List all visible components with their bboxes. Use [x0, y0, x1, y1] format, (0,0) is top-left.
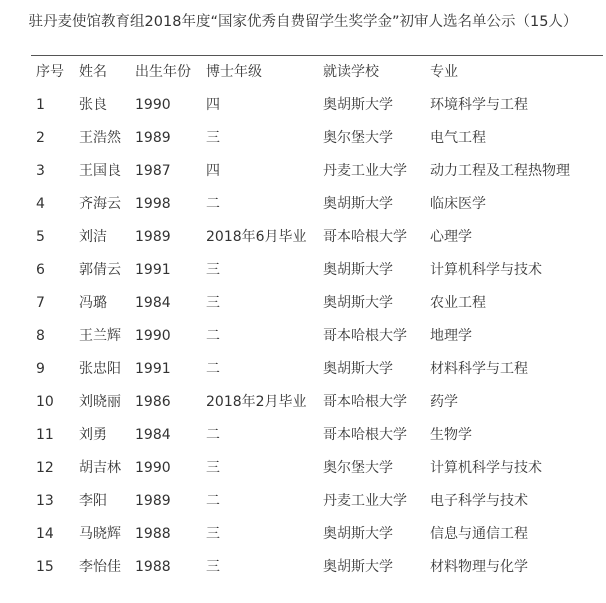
cell-school: 奥尔堡大学	[323, 460, 393, 476]
cell-phd-year: 二	[206, 493, 220, 509]
cell-birth-year: 1998	[135, 196, 171, 212]
table-row	[0, 424, 606, 446]
cell-phd-year: 三	[206, 262, 220, 278]
cell-birth-year: 1989	[135, 130, 171, 146]
cell-major: 生物学	[430, 427, 472, 443]
cell-name: 郭倩云	[79, 262, 121, 278]
table-row	[0, 325, 606, 347]
cell-major: 农业工程	[430, 295, 486, 311]
header-major: 专业	[430, 64, 458, 80]
cell-school: 奥胡斯大学	[323, 526, 393, 542]
header-birth-year: 出生年份	[135, 64, 191, 80]
cell-name: 胡吉林	[79, 460, 121, 476]
cell-major: 电子科学与技术	[430, 493, 528, 509]
cell-major: 动力工程及工程热物理	[430, 163, 570, 179]
header-serial-number: 序号	[36, 64, 64, 80]
cell-school: 奥胡斯大学	[323, 559, 393, 575]
table-row	[0, 391, 606, 413]
cell-major: 材料物理与化学	[430, 559, 528, 575]
cell-serial-number: 8	[36, 328, 45, 344]
cell-birth-year: 1986	[135, 394, 171, 410]
table-header-row	[0, 61, 606, 83]
table-row	[0, 226, 606, 248]
cell-birth-year: 1990	[135, 328, 171, 344]
cell-major: 心理学	[430, 229, 472, 245]
header-phd-year: 博士年级	[206, 64, 262, 80]
table-row	[0, 490, 606, 512]
cell-phd-year: 二	[206, 196, 220, 212]
cell-school: 奥胡斯大学	[323, 262, 393, 278]
table-row	[0, 556, 606, 578]
cell-major: 电气工程	[430, 130, 486, 146]
cell-serial-number: 12	[36, 460, 54, 476]
cell-serial-number: 4	[36, 196, 45, 212]
cell-major: 计算机科学与技术	[430, 262, 542, 278]
cell-major: 材料科学与工程	[430, 361, 528, 377]
cell-phd-year: 2018年6月毕业	[206, 229, 307, 245]
cell-major: 信息与通信工程	[430, 526, 528, 542]
cell-phd-year: 二	[206, 361, 220, 377]
cell-phd-year: 三	[206, 130, 220, 146]
cell-school: 奥胡斯大学	[323, 361, 393, 377]
cell-name: 刘洁	[79, 229, 107, 245]
cell-phd-year: 二	[206, 427, 220, 443]
header-name: 姓名	[79, 64, 107, 80]
cell-school: 哥本哈根大学	[323, 229, 407, 245]
cell-serial-number: 7	[36, 295, 45, 311]
cell-name: 刘晓丽	[79, 394, 121, 410]
cell-major: 环境科学与工程	[430, 97, 528, 113]
cell-phd-year: 二	[206, 328, 220, 344]
cell-name: 王浩然	[79, 130, 121, 146]
cell-phd-year: 三	[206, 460, 220, 476]
cell-phd-year: 三	[206, 559, 220, 575]
cell-phd-year: 四	[206, 97, 220, 113]
table-row	[0, 160, 606, 182]
cell-phd-year: 四	[206, 163, 220, 179]
cell-serial-number: 3	[36, 163, 45, 179]
cell-birth-year: 1987	[135, 163, 171, 179]
cell-birth-year: 1984	[135, 427, 171, 443]
cell-birth-year: 1990	[135, 97, 171, 113]
cell-school: 奥胡斯大学	[323, 196, 393, 212]
cell-birth-year: 1989	[135, 493, 171, 509]
cell-serial-number: 11	[36, 427, 54, 443]
cell-birth-year: 1991	[135, 262, 171, 278]
cell-serial-number: 2	[36, 130, 45, 146]
cell-serial-number: 10	[36, 394, 54, 410]
cell-birth-year: 1984	[135, 295, 171, 311]
cell-name: 齐海云	[79, 196, 121, 212]
cell-name: 马晓辉	[79, 526, 121, 542]
cell-name: 李怡佳	[79, 559, 121, 575]
cell-name: 张忠阳	[79, 361, 121, 377]
cell-serial-number: 15	[36, 559, 54, 575]
cell-name: 刘勇	[79, 427, 107, 443]
cell-school: 哥本哈根大学	[323, 427, 407, 443]
cell-name: 冯璐	[79, 295, 107, 311]
cell-birth-year: 1988	[135, 526, 171, 542]
cell-major: 计算机科学与技术	[430, 460, 542, 476]
cell-serial-number: 6	[36, 262, 45, 278]
cell-major: 药学	[430, 394, 458, 410]
cell-name: 王国良	[79, 163, 121, 179]
cell-school: 哥本哈根大学	[323, 394, 407, 410]
cell-serial-number: 1	[36, 97, 45, 113]
cell-school: 奥尔堡大学	[323, 130, 393, 146]
document-title: 驻丹麦使馆教育组2018年度“国家优秀自费留学生奖学金”初审人选名单公示（15人）	[28, 14, 578, 30]
cell-school: 丹麦工业大学	[323, 163, 407, 179]
cell-school: 奥胡斯大学	[323, 295, 393, 311]
table-row	[0, 358, 606, 380]
cell-school: 哥本哈根大学	[323, 328, 407, 344]
cell-school: 奥胡斯大学	[323, 97, 393, 113]
cell-birth-year: 1990	[135, 460, 171, 476]
cell-name: 张良	[79, 97, 107, 113]
cell-major: 临床医学	[430, 196, 486, 212]
cell-serial-number: 14	[36, 526, 54, 542]
cell-phd-year: 三	[206, 295, 220, 311]
cell-serial-number: 5	[36, 229, 45, 245]
cell-name: 李阳	[79, 493, 107, 509]
cell-serial-number: 9	[36, 361, 45, 377]
table-row	[0, 523, 606, 545]
cell-name: 王兰辉	[79, 328, 121, 344]
cell-school: 丹麦工业大学	[323, 493, 407, 509]
table-row	[0, 292, 606, 314]
table-row	[0, 457, 606, 479]
header-school: 就读学校	[323, 64, 379, 80]
cell-birth-year: 1991	[135, 361, 171, 377]
cell-phd-year: 2018年2月毕业	[206, 394, 307, 410]
cell-birth-year: 1989	[135, 229, 171, 245]
table-row	[0, 259, 606, 281]
table-row	[0, 193, 606, 215]
table-row	[0, 94, 606, 116]
cell-phd-year: 三	[206, 526, 220, 542]
cell-major: 地理学	[430, 328, 472, 344]
table-row	[0, 127, 606, 149]
divider-line	[31, 55, 603, 56]
cell-serial-number: 13	[36, 493, 54, 509]
cell-birth-year: 1988	[135, 559, 171, 575]
